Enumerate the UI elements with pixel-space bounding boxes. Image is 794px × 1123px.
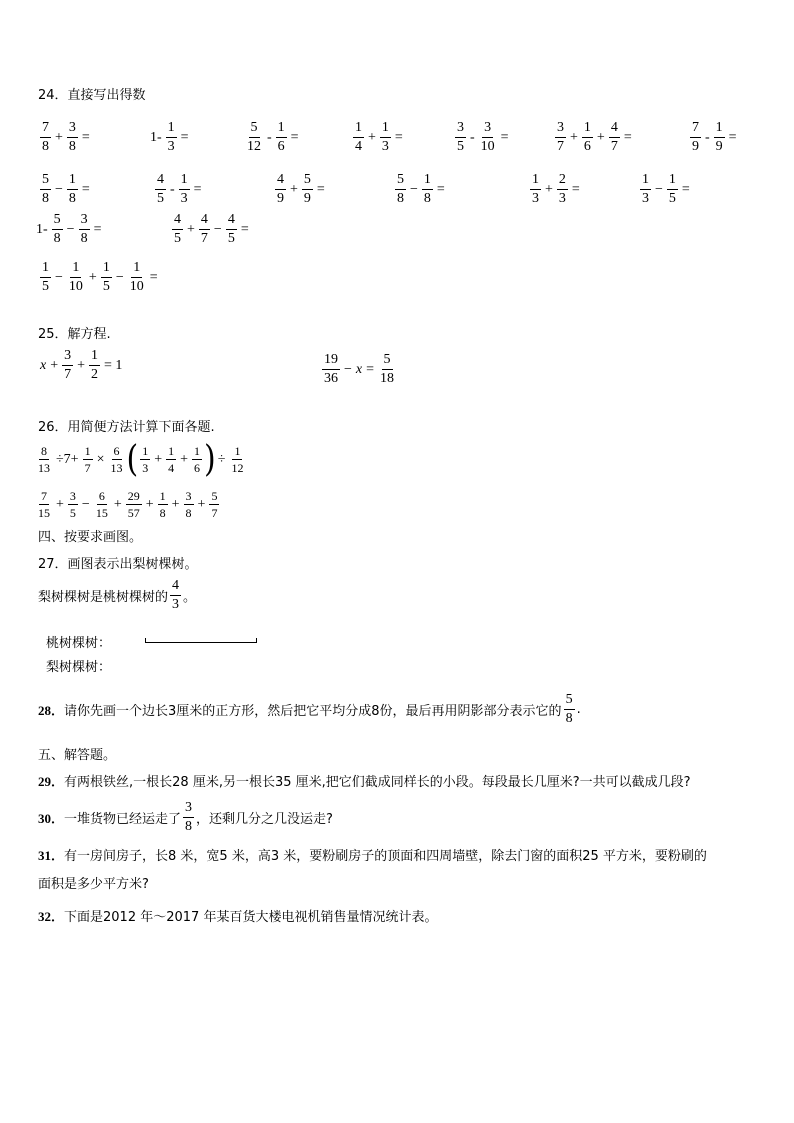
q24-r1-item-frac-a-num: 7	[690, 120, 701, 138]
q31-text-1: 有一房间房子，长8 米，宽5 米，高3 米，要粉刷房子的顶面和四周墙壁，除去门窗的面积25 平方米，要粉刷的	[64, 849, 707, 864]
q26-e1-frac-f-num: 1	[194, 444, 201, 458]
q30-pre: 一堆货物已经运走了	[64, 812, 182, 827]
q26-e1-operator: ×	[96, 451, 105, 467]
q32	[38, 906, 437, 925]
q24-r1-item-frac-b-num: 1	[276, 120, 287, 138]
q24-r2-item-frac-b-den: 8	[68, 191, 76, 206]
q24-r1-item-frac-c-num: 4	[609, 120, 620, 138]
q24-r1-item-equals: =	[500, 129, 509, 145]
q24-r1-item-frac-a	[690, 120, 701, 155]
q25-e1-frac-a-den: 7	[64, 367, 72, 382]
q26-e2-frac-a-num: 7	[41, 489, 47, 503]
q27-statement-pre: 梨树棵树是桃树棵树的	[38, 590, 169, 605]
q24-r2-item-frac-a-num: 4	[275, 172, 286, 190]
q24-r2-item-frac-a	[275, 172, 286, 207]
q26-e2-frac-a	[36, 489, 52, 520]
q24-r2-item-frac-a-den: 9	[277, 191, 284, 206]
q25-e2-frac-a-den: 36	[324, 371, 338, 386]
q24-r1-item	[453, 120, 511, 155]
q24-r1-item-frac-a-num: 1	[353, 120, 364, 138]
q24-r3-item-frac-b-den: 8	[80, 231, 88, 246]
q26-e2-operator: +	[197, 496, 206, 512]
q24-r2-item-frac-b-num: 1	[667, 172, 678, 190]
q24-r1-item-equals: =	[81, 129, 90, 145]
q24-r1-item-operator: -	[470, 129, 475, 145]
q24-r1-item-frac-b	[582, 120, 593, 155]
q30-frac-num: 3	[183, 800, 194, 818]
q26-e1-frac-c-num: 6	[113, 444, 120, 458]
q26-e1-frac-e	[166, 444, 176, 475]
q24-r1-item-frac-b-den: 9	[715, 139, 723, 154]
q24-r1-item-equals: =	[728, 129, 737, 145]
peach-segment-left-tick	[145, 638, 146, 643]
q31-line2: 面积是多少平方米?	[38, 877, 149, 892]
peach-segment-right-tick	[256, 638, 257, 643]
q26-e2-frac-g-den: 7	[211, 506, 218, 520]
q24-r1-item-frac-b-num: 3	[482, 120, 493, 138]
q24-r1-item-whole: 1-	[150, 129, 162, 145]
q27-frac-num: 4	[170, 578, 181, 596]
q27-title: 27．画图表示出梨树棵树。	[38, 557, 198, 572]
q24-r3-item-frac-b	[199, 212, 210, 247]
q24-r1-item-frac-a	[245, 120, 263, 155]
q24-r2-item	[638, 172, 692, 207]
q24-r1-item-frac-a	[555, 120, 566, 155]
q26-e2-frac-f-num: 3	[185, 489, 192, 503]
q25-e2-frac-a	[322, 352, 340, 387]
q26-e2-frac-b-num: 3	[69, 489, 76, 503]
q24-r1-item-frac-a-num: 3	[455, 120, 466, 138]
q26-e1	[34, 437, 247, 480]
q26-e1-frac-a	[36, 444, 52, 475]
q24-r3-item-frac-a-num: 5	[52, 212, 63, 230]
q24-r2-item-frac-b-den: 9	[303, 191, 311, 206]
q27-frac-den: 3	[172, 597, 180, 612]
q24-r1-item	[351, 120, 405, 155]
q26-e2-frac-c-den: 15	[95, 506, 108, 520]
q24-r2-item-frac-a-den: 5	[157, 191, 164, 206]
q24-r1-item-frac-a-den: 8	[42, 139, 49, 154]
q26-e2-operator: +	[171, 496, 180, 512]
q25-e2-frac-b-num: 5	[382, 352, 393, 370]
q24-r4-item-frac-b	[67, 260, 85, 295]
q24-r1-item-operator: +	[55, 129, 63, 145]
q24-r1-item-equals: =	[394, 129, 403, 145]
q26-e2-operator: +	[145, 496, 154, 512]
q24-r4-item-frac-a-den: 5	[42, 279, 49, 294]
q24-r1-item-frac-b-den: 3	[167, 139, 175, 154]
q24-r1-item-equals: =	[180, 129, 189, 145]
q26-e2-frac-g-num: 5	[211, 489, 218, 503]
q26-e1-frac-e-num: 1	[168, 444, 175, 458]
q24-r2-item-frac-b-den: 8	[423, 191, 431, 206]
q24-r2-item-frac-b	[422, 172, 433, 207]
q24-r2-item-operator: −	[55, 181, 63, 197]
q24-r2-item-frac-b	[557, 172, 568, 207]
peach-tree-label: 桃树棵树：	[46, 636, 112, 651]
q24-r1-item-frac-a-den: 4	[355, 139, 362, 154]
q24-r2-item	[528, 172, 582, 207]
q27-statement	[38, 578, 196, 613]
q26-e2-frac-b-den: 5	[69, 506, 76, 520]
q24-r2-item-equals: =	[193, 181, 202, 197]
q26-e1-frac-a-num: 8	[41, 444, 47, 458]
q24-r4-item-operator: +	[88, 269, 97, 285]
q24-r1-item-frac-b-num: 1	[714, 120, 725, 138]
q24-r2-item-frac-a-num: 5	[40, 172, 51, 190]
q24-r1-item-frac-b-den: 8	[68, 139, 76, 154]
q24-r1-item-frac-a	[40, 120, 51, 155]
q24-r1-item-frac-a-num: 5	[249, 120, 260, 138]
q24-r2-item	[153, 172, 204, 207]
q24-r1-item-operator: -	[705, 129, 710, 145]
q24-r3-item	[170, 212, 251, 247]
q24-r2-item-frac-a-num: 1	[530, 172, 541, 190]
q26-e1-frac-g-num: 1	[234, 444, 241, 458]
q31-line1	[38, 845, 707, 864]
q24-r1-item	[38, 120, 92, 155]
q24-r3-item-frac-c-den: 5	[227, 231, 235, 246]
q28	[38, 692, 581, 727]
q24-r2-item-operator: +	[545, 181, 553, 197]
q26-e2-operator: −	[81, 496, 90, 512]
q26-e2	[34, 489, 221, 520]
q24-r3-item-frac-a-den: 5	[174, 231, 181, 246]
q26-e1-operator: ÷	[217, 451, 226, 467]
q24-r1-item-frac-a-den: 5	[457, 139, 464, 154]
q26-e2-frac-e-den: 8	[159, 506, 166, 520]
q25-equation-2	[320, 348, 398, 387]
q24-r4-item-operator: −	[55, 269, 63, 285]
q24-r2-item-equals: =	[316, 181, 325, 197]
q29-number: 29．	[38, 774, 65, 789]
q24-r4-item-frac-d	[128, 260, 146, 295]
q26-e2-frac-d	[126, 489, 142, 520]
q28-number: 28．	[38, 703, 65, 718]
q28-frac-num: 5	[564, 692, 575, 710]
q24-r1-item-frac-b-den: 6	[277, 139, 285, 154]
q25-e1-operator: +	[77, 357, 86, 373]
q26-e1-frac-f-den: 6	[194, 461, 201, 475]
q24-r1-item-frac-b-den: 3	[381, 139, 389, 154]
q26-e1-frac-c-den: 13	[110, 461, 123, 475]
q24-r1-item-frac-a-den: 9	[692, 139, 699, 154]
q26-e2-frac-f	[184, 489, 194, 520]
q24-r1-item-frac-b-num: 1	[582, 120, 593, 138]
q26-e1-frac-d	[140, 444, 150, 475]
q27-fraction	[170, 578, 181, 613]
q24-r2-item-frac-a	[530, 172, 541, 207]
q24-r2-item-operator: −	[655, 181, 663, 197]
q26-e1-right-paren: )	[204, 437, 216, 480]
q24-r3-item-frac-a	[52, 212, 63, 247]
q26-e1-operator: +	[154, 451, 163, 467]
q24-r3-item-operator: +	[187, 221, 195, 237]
q24-r1-item-frac-b	[714, 120, 725, 155]
q26-e1-frac-b	[83, 444, 93, 475]
q24-r4-item-frac-c	[101, 260, 112, 295]
q31-number: 31．	[38, 848, 65, 863]
q26-e1-frac-g-den: 12	[231, 461, 244, 475]
q24-r1-item-operator: -	[267, 129, 272, 145]
q26-expression-1	[34, 437, 247, 480]
q24-r1-item-frac-b	[479, 120, 497, 155]
q24-r2-item-frac-b	[667, 172, 678, 207]
q24-r4-item-frac-b-den: 10	[68, 279, 83, 294]
q24-r2-item-frac-a-den: 8	[42, 191, 49, 206]
q24-r4-item-equals: =	[149, 269, 158, 285]
q24-r2-item-frac-b-num: 2	[557, 172, 568, 190]
q24-r2-item-equals: =	[571, 181, 580, 197]
q30	[38, 800, 333, 835]
q24-r1-item-frac-c	[609, 120, 620, 155]
q26-e2-operator: +	[113, 496, 122, 512]
q29	[38, 771, 691, 790]
q24-r1-item-frac-b-num: 1	[166, 120, 177, 138]
q27-statement-post: 。	[183, 590, 197, 605]
q26-e2-frac-e-num: 1	[159, 489, 166, 503]
q24-r1-item	[553, 120, 634, 155]
q24-r3-item-frac-c	[226, 212, 237, 247]
q24-r1-item-equals: =	[290, 129, 299, 145]
q30-fraction	[183, 800, 194, 835]
q24-r3-item-frac-b-num: 4	[199, 212, 210, 230]
q25-e2-operator: −	[344, 361, 352, 377]
q24-r1-item-frac-b-num: 1	[380, 120, 391, 138]
q24-r1-item-frac-c-den: 7	[610, 139, 618, 154]
q24-r2-item-frac-a-den: 8	[397, 191, 404, 206]
q24-r1-item-frac-a-num: 7	[40, 120, 51, 138]
q24-r3-item-operator: −	[66, 221, 75, 237]
q26-e1-left-paren: (	[126, 437, 139, 480]
q24-r4-item-frac-d-num: 1	[131, 260, 142, 278]
q24-r3-item-operator: −	[213, 221, 222, 237]
peach-tree-segment	[145, 642, 257, 643]
q24-r2-item	[273, 172, 327, 207]
q28-frac-den: 8	[565, 711, 573, 726]
q24-r3-item-frac-a-den: 8	[53, 231, 61, 246]
q25-title: 25．解方程.	[38, 327, 111, 342]
q24-r2-item-frac-a-num: 1	[640, 172, 651, 190]
q24-r2-item-frac-b-den: 3	[558, 191, 566, 206]
q25-e1-frac-b-den: 2	[91, 367, 99, 382]
q26-e1-frac-b-den: 7	[84, 461, 91, 475]
q32-number: 32．	[38, 909, 65, 924]
q24-row4	[38, 256, 160, 295]
q24-r2-item-frac-a	[395, 172, 406, 207]
q26-e2-frac-c	[94, 489, 110, 520]
q24-r1-item-frac-b	[166, 120, 177, 155]
q24-r1-item	[243, 120, 301, 155]
q24-r2-item-frac-a-num: 5	[395, 172, 406, 190]
q26-e2-frac-a-den: 15	[38, 506, 50, 520]
q26-e1-frac-a-den: 13	[38, 461, 50, 475]
q26-e1-frac-d-den: 3	[142, 461, 149, 475]
q26-e2-frac-d-num: 29	[127, 489, 140, 503]
q24-r3-item-frac-c-num: 4	[226, 212, 237, 230]
q24-r4-item-frac-c-num: 1	[101, 260, 112, 278]
q26-e1-frac-c	[109, 444, 125, 475]
q24-r2-item	[38, 172, 92, 207]
q24-r3-item-frac-b-num: 3	[79, 212, 90, 230]
q24-r4-item-frac-a-num: 1	[40, 260, 51, 278]
q24-r3-item-frac-a-num: 4	[172, 212, 183, 230]
q24-r2-item-equals: =	[81, 181, 90, 197]
q25-e1-variable: x	[40, 357, 47, 373]
q25-e1-frac-a-num: 3	[62, 348, 73, 366]
q24-r1-item-frac-a-num: 3	[555, 120, 566, 138]
q24-r1-item-operator: +	[596, 129, 605, 145]
q24-r1-item-equals: =	[623, 129, 632, 145]
q24-r4-item-frac-d-den: 10	[129, 279, 144, 294]
q24-r2-item-equals: =	[436, 181, 445, 197]
q24-r2-item-operator: −	[410, 181, 418, 197]
q24-r4-item	[38, 260, 160, 295]
q24-r1-item-frac-b	[67, 120, 78, 155]
q24-r3-item	[34, 212, 103, 247]
q26-e2-frac-c-num: 6	[98, 489, 105, 503]
q28-fraction	[564, 692, 575, 727]
q26-e2-frac-f-den: 8	[185, 506, 192, 520]
q24-r1-item-frac-b-den: 6	[583, 139, 591, 154]
q25-e1-operator: +	[50, 357, 59, 373]
q24-r3-item-equals: =	[93, 221, 102, 237]
q26-expression-2	[34, 485, 221, 520]
q25-e1	[38, 348, 124, 383]
pear-tree-label: 梨树棵树：	[46, 660, 112, 675]
q25-e2-frac-a-num: 19	[322, 352, 340, 370]
q24-title: 24．直接写出得数	[38, 88, 146, 103]
q24-r1-item-frac-b-den: 10	[480, 139, 495, 154]
q26-e1-frac-d-num: 1	[142, 444, 149, 458]
q24-r3-item-whole: 1-	[36, 221, 48, 237]
q26-e2-frac-g	[209, 489, 219, 520]
q30-frac-den: 8	[185, 819, 193, 834]
q24-r1-item-frac-a	[353, 120, 364, 155]
q26-e1-operator: ÷7+	[56, 451, 79, 467]
q24-r3-item-frac-b	[79, 212, 90, 247]
q24-r1-item-frac-a-den: 12	[247, 139, 261, 154]
q32-text: 下面是2012 年～2017 年某百货大楼电视机销售量情况统计表。	[64, 910, 438, 925]
q24-r2-item	[393, 172, 447, 207]
q24-r1-item-operator: +	[570, 129, 578, 145]
q24-r3-item-frac-a	[172, 212, 183, 247]
q24-r2-item-frac-b-den: 3	[180, 191, 188, 206]
q24-r2-item-frac-a-den: 3	[642, 191, 649, 206]
q24-r4-item-operator: −	[115, 269, 124, 285]
q24-r1-item	[688, 120, 739, 155]
q24-r2-item-frac-a-den: 3	[532, 191, 539, 206]
q24-r1-item	[148, 120, 191, 155]
q24-r1-item-frac-b	[276, 120, 287, 155]
q26-e1-operator: +	[180, 451, 189, 467]
q26-e2-operator: +	[56, 496, 64, 512]
q24-r2-item-frac-b	[302, 172, 313, 207]
q24-r4-item-frac-b-num: 1	[70, 260, 81, 278]
q25-e2-frac-b	[378, 352, 396, 387]
q25-e2-variable: x	[355, 361, 363, 377]
q24-r2-item-frac-b-num: 5	[302, 172, 313, 190]
q24-r2-item-frac-a	[40, 172, 51, 207]
q24-r2-item-frac-a	[155, 172, 166, 207]
section-4-heading: 四、按要求画图。	[38, 530, 143, 545]
q28-end: .	[576, 702, 581, 717]
section-5-heading: 五、解答题。	[38, 748, 117, 763]
q24-r4-item-frac-c-den: 5	[102, 279, 110, 294]
q24-r2-item-frac-a-num: 4	[155, 172, 166, 190]
q24-r2-item-equals: =	[681, 181, 690, 197]
q24-r1-item-frac-a	[455, 120, 466, 155]
q26-e2-frac-d-den: 57	[127, 506, 140, 520]
q24-r3-item-frac-b-den: 7	[200, 231, 208, 246]
q25-e1-frac-b-num: 1	[89, 348, 100, 366]
q24-r2-item-frac-b	[179, 172, 190, 207]
q24-r2-item-operator: -	[170, 181, 175, 197]
q28-text: 请你先画一个边长3厘米的正方形，然后把它平均分成8份，最后再用阴影部分表示它的	[64, 704, 562, 719]
q26-e2-frac-b	[68, 489, 78, 520]
q25-e2	[320, 352, 398, 387]
q24-r2-item-frac-b-den: 5	[668, 191, 676, 206]
q26-title: 26．用简便方法计算下面各题.	[38, 420, 215, 435]
q29-text: 有两根铁丝,一根长28 厘米,另一根长35 厘米,把它们截成同样长的小段。每段最长几厘米?一共可以截成几段?	[64, 775, 691, 790]
q24-r3-item-equals: =	[240, 221, 249, 237]
q24-r2-item-frac-b-num: 1	[422, 172, 433, 190]
q24-r1-item-frac-b	[380, 120, 391, 155]
q25-equation-1	[38, 348, 124, 383]
q25-e2-frac-b-den: 18	[380, 371, 395, 386]
q26-e2-frac-e	[158, 489, 168, 520]
q25-e1-frac-a	[62, 348, 73, 383]
q24-r1-item-frac-a-den: 7	[557, 139, 564, 154]
q26-e1-frac-g	[229, 444, 245, 475]
q26-e1-frac-f	[192, 444, 202, 475]
q24-r1-item-frac-b-num: 3	[67, 120, 78, 138]
q26-e1-frac-b-num: 1	[84, 444, 91, 458]
q24-r2-item-frac-b-num: 1	[179, 172, 190, 190]
q24-r2-item-operator: +	[290, 181, 298, 197]
q24-r2-item-frac-b	[67, 172, 78, 207]
q25-e1-frac-b	[89, 348, 100, 383]
q25-e2-equals: =	[366, 361, 375, 377]
q24-r4-item-frac-a	[40, 260, 51, 295]
q30-post: ，还剩几分之几没运走?	[196, 812, 333, 827]
q25-e1-rhs: = 1	[104, 357, 123, 373]
q24-r2-item-frac-a	[640, 172, 651, 207]
q24-r2-item-frac-b-num: 1	[67, 172, 78, 190]
q26-e1-frac-e-den: 4	[168, 461, 175, 475]
q24-r1-item-operator: +	[368, 129, 376, 145]
q30-number: 30．	[38, 811, 65, 826]
